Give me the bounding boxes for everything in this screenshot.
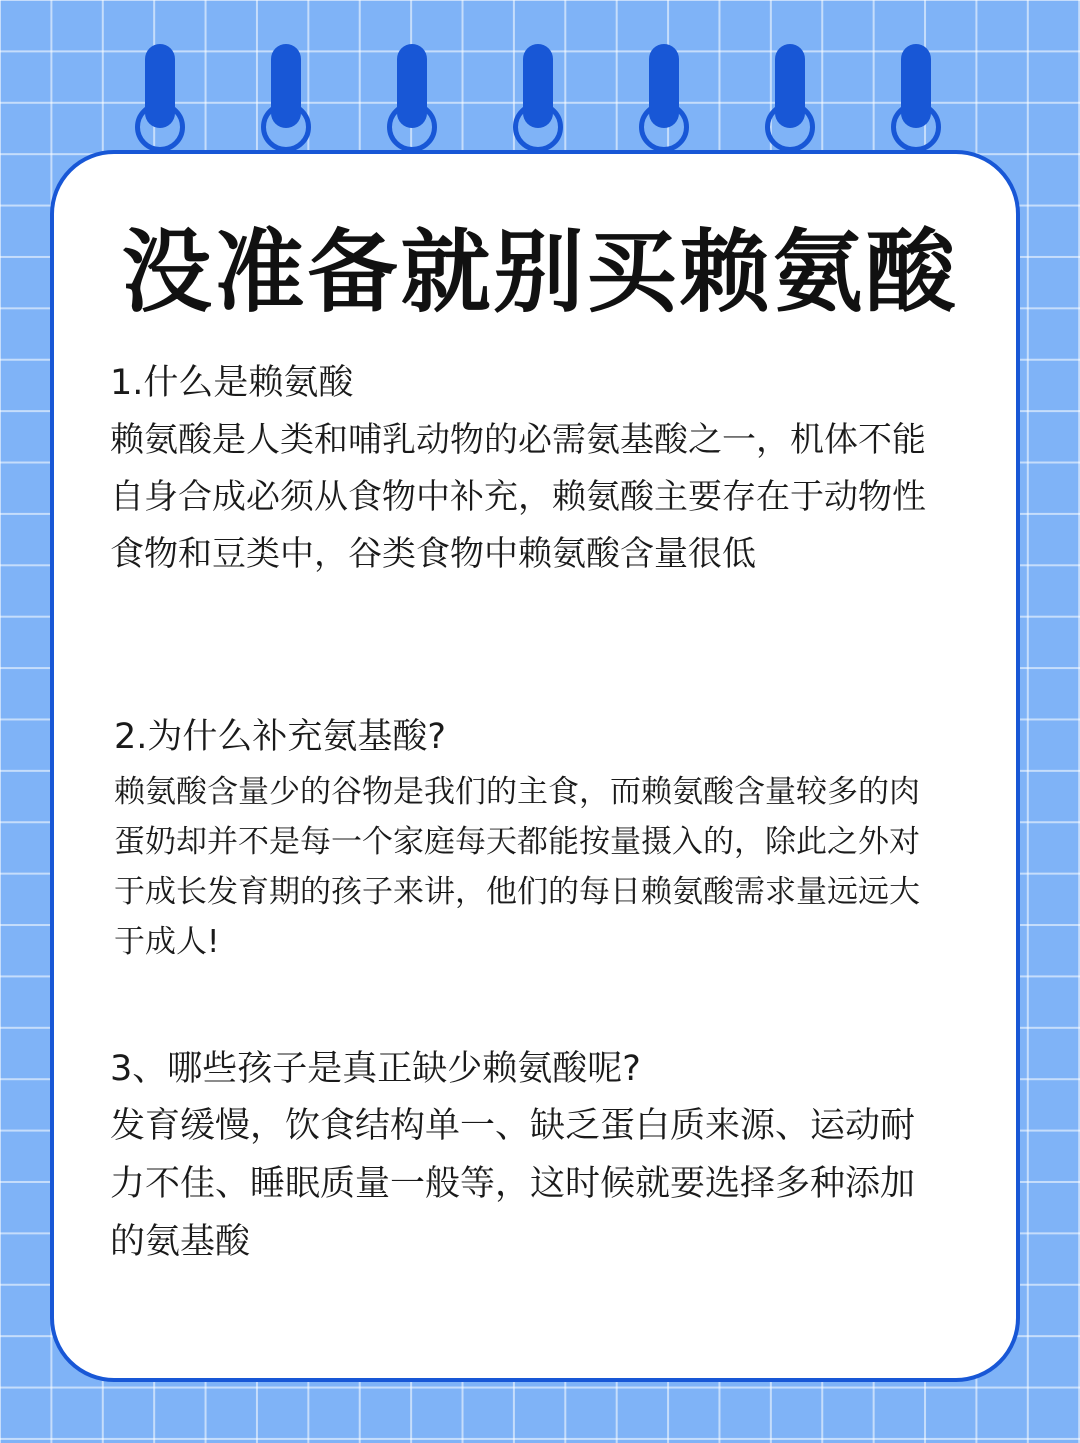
- section-what-is-lysine: [110, 357, 940, 583]
- section-body: 发育缓慢，饮食结构单一、缺乏蛋白质来源、运动耐力不佳、睡眠质量一般等，这时候就要选择多种添加的氨基酸: [110, 1106, 916, 1262]
- section-heading: 2.为什么补充氨基酸?: [114, 717, 446, 757]
- binder-ring-icon: [387, 44, 437, 152]
- section-body: 赖氨酸是人类和哺乳动物的必需氨基酸之一，机体不能自身合成必须从食物中补充，赖氨酸主要存在于动物性食物和豆类中，谷类食物中赖氨酸含量很低: [110, 420, 926, 574]
- binder-ring-icon: [513, 44, 563, 152]
- section-heading: 3、哪些孩子是真正缺少赖氨酸呢?: [110, 1049, 641, 1089]
- section-why-supplement: [114, 711, 936, 967]
- binder-ring-icon: [135, 44, 185, 152]
- section-heading: 1.什么是赖氨酸: [110, 363, 354, 403]
- binder-ring-icon: [639, 44, 689, 152]
- binder-ring-icon: [765, 44, 815, 152]
- page-title: 没准备就别买赖氨酸: [121, 220, 959, 325]
- binder-ring-icon: [261, 44, 311, 152]
- binder-ring-icon: [891, 44, 941, 152]
- section-body: 赖氨酸含量少的谷物是我们的主食，而赖氨酸含量较多的肉蛋奶却并不是每一个家庭每天都能按量摄入的，除此之外对于成长发育期的孩子来讲，他们的每日赖氨酸需求量远远大于成人!: [114, 774, 920, 960]
- section-which-children: [110, 1043, 940, 1271]
